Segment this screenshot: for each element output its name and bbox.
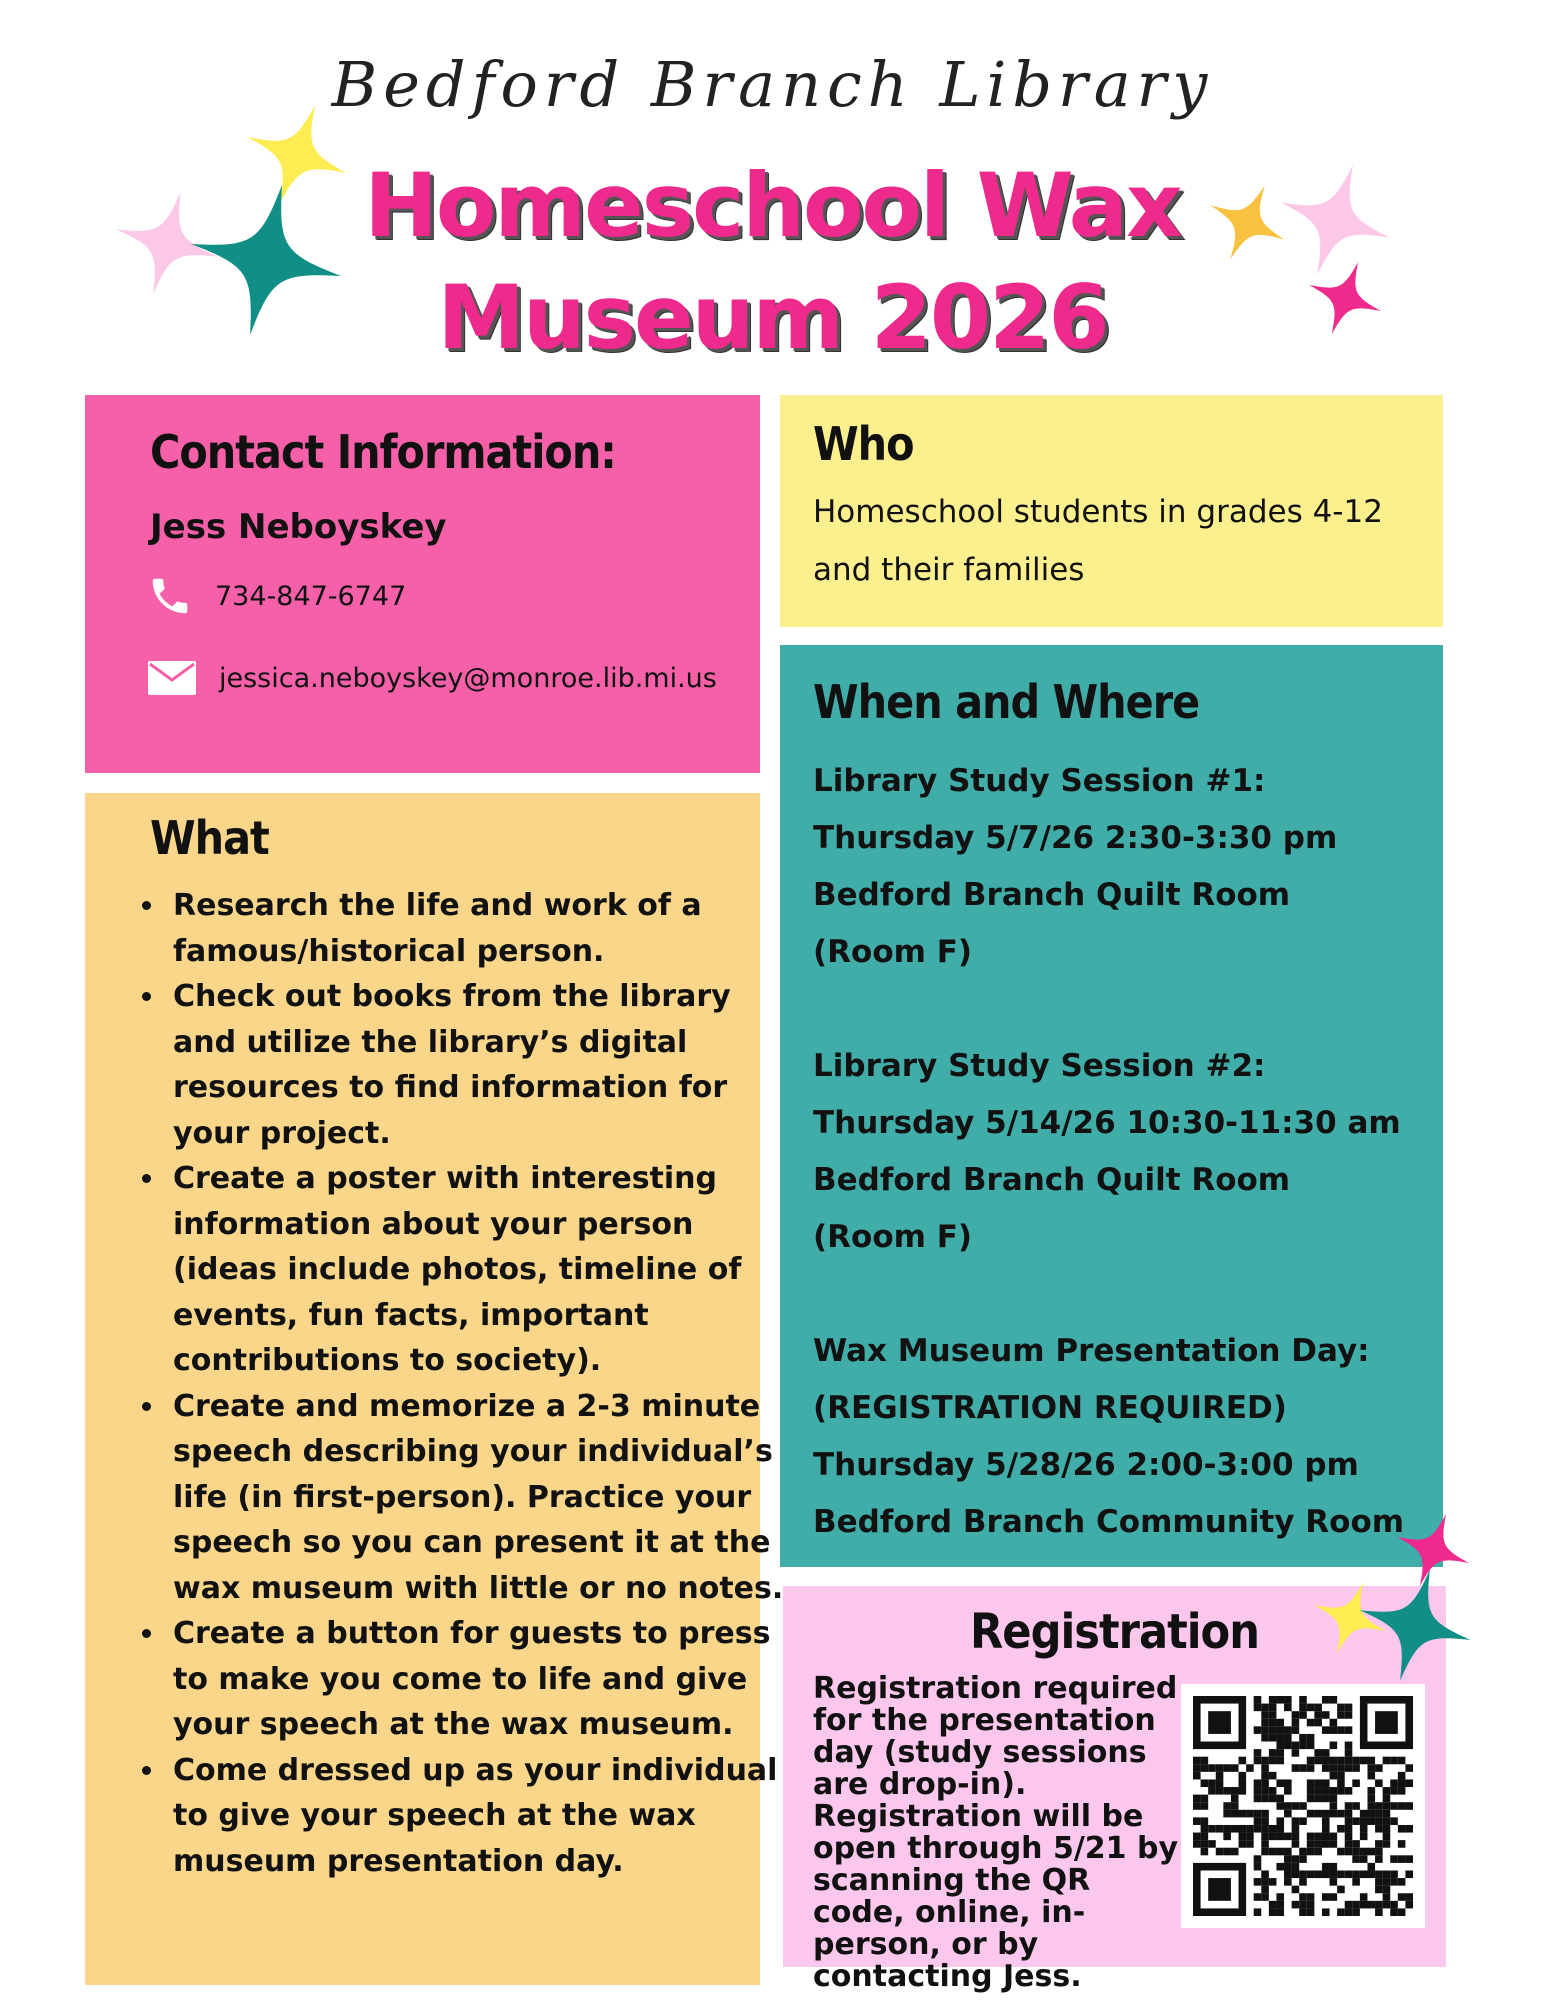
registration-heading: Registration [970,1604,1259,1660]
contact-panel [85,395,760,773]
session-2 [813,1038,1433,1266]
session-place: Bedford Branch Quilt Room [813,877,1291,913]
session-room: (Room F) [813,1219,973,1255]
session-room: (Room F) [813,934,973,970]
email-row [147,658,717,698]
who-line-1: Homeschool students in grades 4-12 [813,494,1383,530]
title-line-2: Museum 2026 [437,266,1108,369]
library-name: Bedford Branch Library [331,48,1214,121]
session-place: Bedford Branch Quilt Room [813,1162,1291,1198]
who-text [813,483,1423,599]
list-item: • Check out books from the library and utilize the library’s digital resources to find information for your project. [167,974,797,1156]
registration-note: (REGISTRATION REQUIRED) [813,1390,1287,1426]
contact-heading: Contact Information: [150,425,616,479]
list-item: • Come dressed up as your individual to give your speech at the wax museum presentation day. [167,1748,797,1885]
who-panel [780,395,1443,627]
phone-icon [147,573,193,619]
star-icon [1355,1565,1475,1685]
envelope-icon [147,658,197,698]
presentation-day [813,1323,1433,1551]
when-where-heading: When and Where [813,675,1200,729]
session-place: Bedford Branch Community Room [813,1504,1405,1540]
session-1 [813,753,1433,981]
session-time: Thursday 5/7/26 2:30-3:30 pm [813,820,1338,856]
session-time: Thursday 5/14/26 10:30-11:30 am [813,1105,1401,1141]
registration-text: Registration required for the presentation day (study sessions are drop-in). Registration will be open through 5/21 by scanning the QR code, online, in-person, or by contacting Jess. [813,1671,1179,1994]
session-title: Library Study Session #1: [813,763,1266,799]
list-item: • Create and memorize a 2-3 minute speech describing your individual’s life (in first-person). Practice your speech so you can present it at the wax museum with little or no notes. [167,1384,797,1612]
session-title: Library Study Session #2: [813,1048,1266,1084]
who-heading: Who [813,417,914,471]
what-panel [85,793,784,1985]
contact-name: Jess Neboyskey [150,507,447,547]
session-title: Wax Museum Presentation Day: [813,1333,1370,1369]
qr-code-icon [1193,1696,1413,1916]
who-line-2: and their families [813,552,1085,588]
what-heading: What [150,811,269,865]
phone-row [147,573,406,619]
star-icon [1305,258,1385,338]
email-address[interactable]: jessica.neboyskey@monroe.lib.mi.us [219,662,717,694]
schedule [813,753,1433,1551]
list-item: • Research the life and work of a famous/historical person. [167,883,797,974]
what-list [115,883,797,1884]
title-line-1: Homeschool Wax [364,154,1181,257]
star-icon [186,180,346,340]
list-item: • Create a poster with interesting information about your person (ideas include photos, timeline of events, fun facts, important contributions to society). [167,1156,797,1384]
qr-code[interactable] [1181,1684,1425,1928]
list-item: • Create a button for guests to press to make you come to life and give your speech at the wax museum. [167,1611,797,1748]
when-where-panel [780,645,1443,1567]
session-time: Thursday 5/28/26 2:00-3:00 pm [813,1447,1359,1483]
phone-number[interactable]: 734-847-6747 [215,580,407,612]
